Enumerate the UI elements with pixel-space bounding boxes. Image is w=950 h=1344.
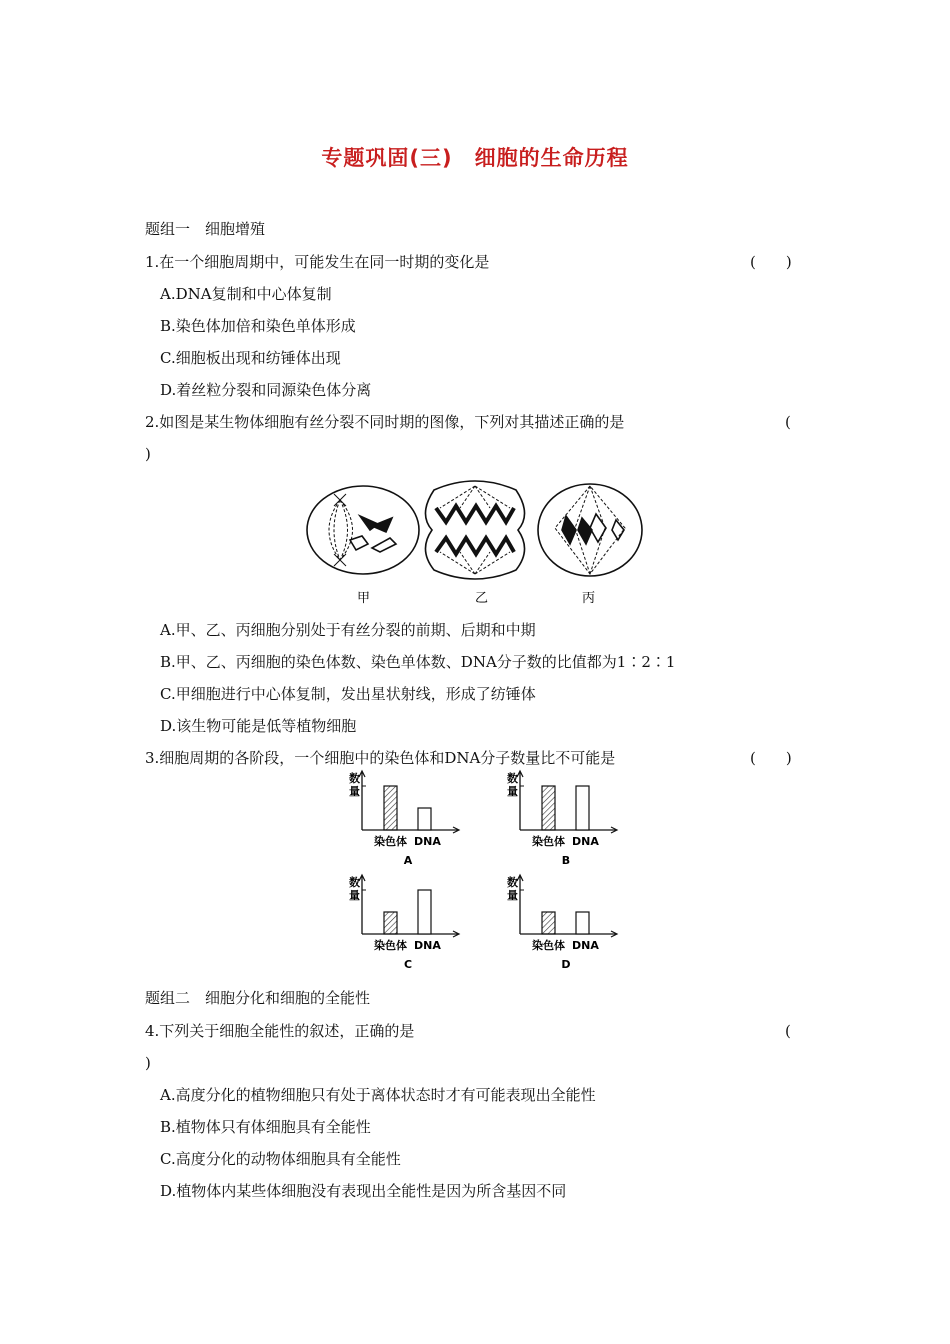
chart-a-label: A <box>403 854 413 867</box>
q3-bar-charts <box>340 768 620 982</box>
chart-d-bar-chromosome <box>542 912 555 934</box>
mitosis-figure <box>300 478 645 608</box>
q2-option-a: A.甲、乙、丙细胞分别处于有丝分裂的前期、后期和中期 <box>160 621 536 639</box>
cell-label-yi: 乙 <box>475 591 489 606</box>
cell-yi-drawing <box>425 481 524 579</box>
cell-label-bing: 丙 <box>582 591 596 606</box>
q1-option-c: C.细胞板出现和纺锤体出现 <box>160 349 341 367</box>
q1-option-a: A.DNA复制和中心体复制 <box>160 285 332 303</box>
q4-option-d: D.植物体内某些体细胞没有表现出全能性是因为所含基因不同 <box>160 1182 567 1200</box>
group1-heading: 题组一 细胞增殖 <box>145 220 266 238</box>
chart-a-xlabel-dna: DNA <box>414 835 441 848</box>
cell-jia-drawing <box>307 486 419 574</box>
chart-a-ylabel-2: 量 <box>349 785 360 798</box>
chart-b-label: B <box>561 854 571 867</box>
chart-d-label: D <box>561 958 571 971</box>
cell-label-jia: 甲 <box>357 591 371 606</box>
q1-option-b: B.染色体加倍和染色单体形成 <box>160 317 356 335</box>
chart-c-label: C <box>403 958 413 971</box>
q3-answer-paren: ( ) <box>750 749 792 767</box>
cell-bing-drawing <box>538 484 642 576</box>
chart-b-bar-dna <box>576 786 589 830</box>
q2-option-d: D.该生物可能是低等植物细胞 <box>160 717 357 735</box>
q1-option-d: D.着丝粒分裂和同源染色体分离 <box>160 381 372 399</box>
q1-stem: 1.在一个细胞周期中，可能发生在同一时期的变化是 <box>145 253 490 271</box>
chart-d-ylabel: 数 <box>507 876 518 889</box>
q4-option-b: B.植物体只有体细胞具有全能性 <box>160 1118 371 1136</box>
chart-b-xlabel-dna: DNA <box>572 835 599 848</box>
chart-d-bar-dna <box>576 912 589 934</box>
q4-paren-open: ( <box>785 1022 791 1040</box>
chart-c-xlabel-dna: DNA <box>414 939 441 952</box>
chart-d-xlabel-dna: DNA <box>572 939 599 952</box>
q2-option-c: C.甲细胞进行中心体复制，发出星状射线，形成了纺锤体 <box>160 685 536 703</box>
q4-stem: 4.下列关于细胞全能性的叙述，正确的是 <box>145 1022 415 1040</box>
chart-b-bar-chromosome <box>542 786 555 830</box>
q2-paren-close: ) <box>145 445 151 463</box>
chart-b-ylabel: 数 <box>507 772 518 785</box>
q4-paren-close: ) <box>145 1054 151 1072</box>
chart-c-xlabel-chromosome: 染色体 <box>374 939 407 952</box>
q2-stem: 2.如图是某生物体细胞有丝分裂不同时期的图像，下列对其描述正确的是 <box>145 413 625 431</box>
q4-option-a: A.高度分化的植物细胞只有处于离体状态时才有可能表现出全能性 <box>160 1086 596 1104</box>
q2-option-b: B.甲、乙、丙细胞的染色体数、染色单体数、DNA分子数的比值都为1∶2∶1 <box>160 653 676 671</box>
group2-heading: 题组二 细胞分化和细胞的全能性 <box>145 989 371 1007</box>
page-title: 专题巩固(三) 细胞的生命历程 <box>321 146 629 170</box>
chart-a-xlabel-chromosome: 染色体 <box>374 835 407 848</box>
q1-answer-paren: ( ) <box>750 253 792 271</box>
chart-a-bar-chromosome <box>384 786 397 830</box>
chart-a-bar-dna <box>418 808 431 830</box>
q4-option-c: C.高度分化的动物体细胞具有全能性 <box>160 1150 401 1168</box>
chart-b-ylabel-2: 量 <box>507 785 518 798</box>
chart-c-bar-dna <box>418 890 431 934</box>
chart-d-ylabel-2: 量 <box>507 889 518 902</box>
q3-stem: 3.细胞周期的各阶段，一个细胞中的染色体和DNA分子数量比不可能是 <box>145 749 616 767</box>
chart-c-ylabel-2: 量 <box>349 889 360 902</box>
chart-c-bar-chromosome <box>384 912 397 934</box>
chart-a-ylabel: 数 <box>349 772 360 785</box>
chart-d-xlabel-chromosome: 染色体 <box>532 939 565 952</box>
chart-c-ylabel: 数 <box>349 876 360 889</box>
chart-b-xlabel-chromosome: 染色体 <box>532 835 565 848</box>
q2-paren-open: ( <box>785 413 791 431</box>
